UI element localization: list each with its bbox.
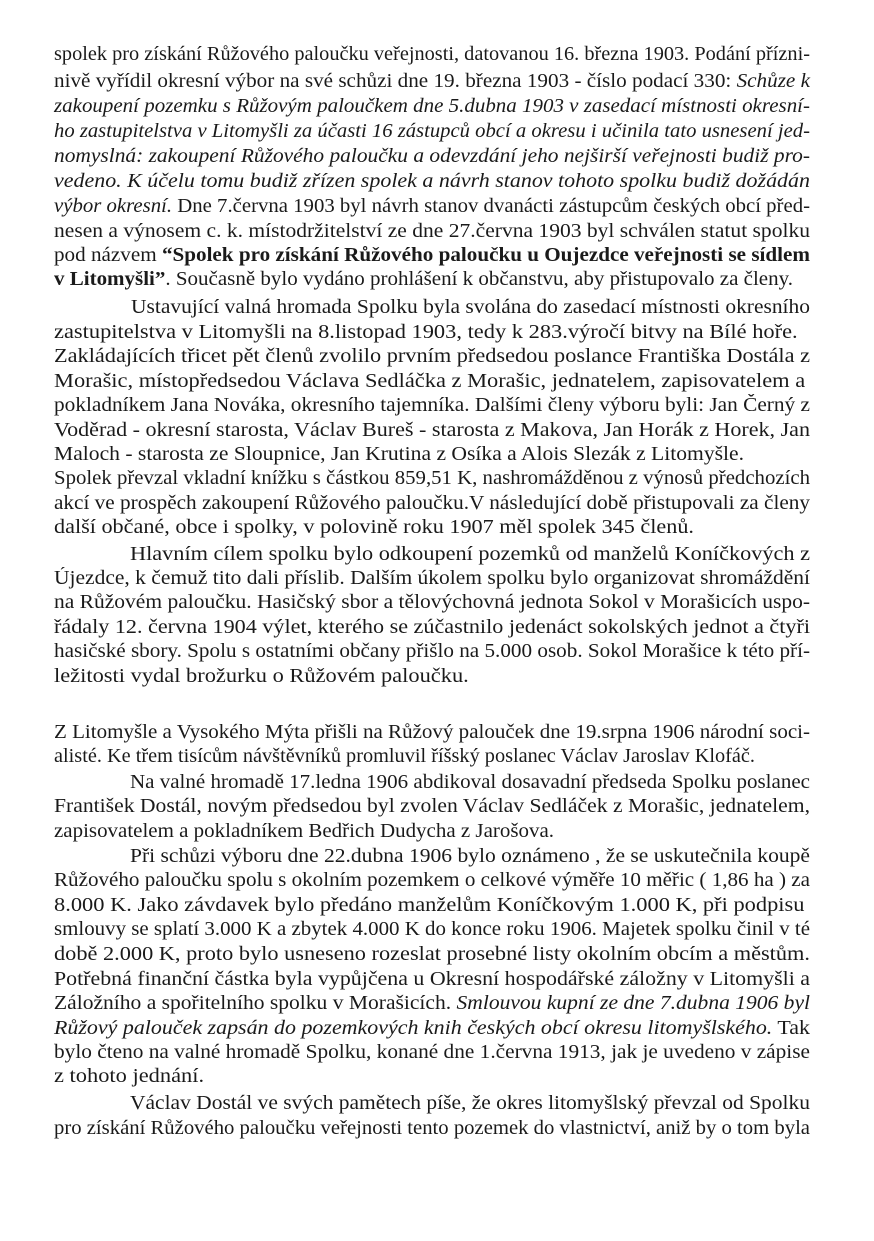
- text-line: [54, 96, 810, 118]
- text-line: [54, 919, 810, 941]
- text-line: [54, 666, 469, 688]
- text-line: [54, 444, 744, 466]
- text-line: [54, 870, 810, 892]
- text-line: [54, 221, 810, 243]
- text-segment: zapisovatelem a pokladníkem Bedřich Dudycha z Jarošova.: [54, 821, 554, 842]
- text-line: [54, 796, 810, 818]
- text-segment: hasičské sbory. Spolu s ostatními občany přišlo na 5.000 osob. Sokol Morašice k této pří-: [54, 641, 810, 662]
- text-line: [54, 121, 810, 143]
- text-line: [54, 746, 755, 768]
- text-line: [54, 821, 554, 843]
- text-segment: Potřebná finanční částka byla vypůjčena u Okresní hospodářské záložny v Litomyšli a: [54, 969, 810, 990]
- text-line: [54, 146, 810, 168]
- text-segment: zakoupení pozemku s Růžovým paloučkem dne 5.dubna 1903 v zasedací místnosti okresní-: [54, 96, 810, 117]
- text-segment: nesen a výnosem c. k. místodržitelství ze dne 27.června 1903 byl schválen statut spolku: [54, 221, 810, 242]
- text-line: [54, 592, 810, 614]
- text-segment: “Spolek pro získání Růžového paloučku u Oujezdce veřejnosti se sídlem: [161, 245, 810, 266]
- text-segment: Ustavující valná hromada Spolku byla svolána do zasedací místnosti okresního: [131, 297, 810, 318]
- text-segment: pokladníkem Jana Nováka, okresního tajemníka. Dalšími členy výboru byli: Jan Černý z: [54, 395, 810, 416]
- text-segment: Zakládajících třicet pět členů zvolilo prvním předsedou poslance Františka Dostála z: [54, 346, 811, 367]
- text-line: [54, 71, 810, 93]
- text-line: [54, 993, 810, 1015]
- text-line: [54, 269, 793, 291]
- text-segment: z tohoto jednání.: [54, 1066, 205, 1087]
- text-line: [54, 196, 810, 218]
- text-segment: Při schůzi výboru dne 22.dubna 1906 bylo oznámeno , že se uskutečnila koupě: [130, 846, 810, 867]
- text-segment: Záložního a spořitelního spolku v Morašicích.: [54, 993, 457, 1014]
- text-line: [130, 846, 810, 868]
- text-segment: řádaly 12. června 1904 výlet, kterého se zúčastnilo jedenáct sokolských jednot a čtyři: [54, 617, 810, 638]
- text-line: [54, 468, 810, 490]
- text-segment: vedeno. K účelu tomu budiž zřízen spolek a návrh stanov tohoto spolku budiž dožádán: [54, 171, 810, 192]
- text-line: [54, 1018, 810, 1040]
- text-segment: době 2.000 K, proto bylo usneseno rozeslat prosebné listy okolním obcím a městům.: [54, 944, 810, 965]
- text-segment: Václav Dostál ve svých pamětech píše, že okres litomyšlský převzal od Spolku: [130, 1093, 810, 1114]
- text-segment: nomyslná: zakoupení Růžového paloučku a odevzdání jeho nejširší veřejnosti budiž pro-: [54, 146, 810, 167]
- text-segment: Voděrad - okresní starosta, Václav Bureš - starosta z Makova, Jan Horák z Horek, Jan: [54, 420, 810, 441]
- text-line: [54, 722, 810, 744]
- text-segment: Maloch - starosta ze Sloupnice, Jan Krutina z Osíka a Alois Slezák z Litomyšle.: [54, 444, 744, 465]
- text-line: [54, 617, 810, 639]
- text-line: [54, 346, 810, 368]
- text-line: [54, 493, 810, 515]
- text-segment: bylo čteno na valné hromadě Spolku, konané dne 1.června 1913, jak je uvedeno v zápise: [54, 1042, 811, 1063]
- text-line: [54, 944, 810, 966]
- text-segment: zastupitelstva v Litomyšli na 8.listopad 1903, tedy k 283.výročí bitvy na Bílé hoře.: [54, 322, 798, 343]
- text-segment: pro získání Růžového paloučku veřejnosti tento pozemek do vlastnictví, aniž by o tom byla: [54, 1118, 810, 1139]
- text-segment: Z Litomyšle a Vysokého Mýta přišli na Růžový palouček dne 19.srpna 1906 národní soci-: [54, 722, 810, 743]
- text-segment: Růžového paloučku spolu s okolním pozemkem o celkové výměře 10 měřic ( 1,86 ha ) za: [54, 870, 810, 891]
- text-segment: Újezdce, k čemuž tito dali příslib. Dalším úkolem spolku bylo organizovat shromáždění: [54, 568, 810, 589]
- text-segment: další občané, obce i spolky, v polovině roku 1907 měl spolek 345 členů.: [54, 517, 694, 538]
- text-segment: akcí ve prospěch zakoupení Růžového paloučku.V následující době přistupovali za členy: [54, 493, 810, 514]
- text-segment: Spolek převzal vkladní knížku s částkou 859,51 K, nashromážděnou z výnosů předchozích: [54, 468, 810, 489]
- text-segment: pod názvem: [54, 245, 162, 266]
- text-segment: Tak: [772, 1018, 810, 1039]
- text-segment: nivě vyřídil okresní výbor na své schůzi dne 19. března 1903 - číslo podací 330:: [54, 71, 737, 92]
- text-line: [130, 1093, 810, 1115]
- text-segment: výbor okresní.: [54, 196, 173, 217]
- text-line: [54, 895, 804, 917]
- text-line: [54, 245, 810, 267]
- text-line: [54, 44, 810, 66]
- text-line: [54, 371, 805, 393]
- text-segment: ho zastupitelstva v Litomyšli za účasti 16 zástupců obcí a okresu i učinila tato usnesení jed-: [54, 121, 810, 142]
- text-segment: v Litomyšli”: [54, 269, 166, 290]
- text-segment: Smlouvou kupní ze dne 7.dubna 1906 byl: [456, 993, 810, 1014]
- text-line: [54, 1118, 810, 1140]
- text-segment: Schůze k: [736, 71, 810, 92]
- text-segment: spolek pro získání Růžového paloučku veřejnosti, datovanou 16. března 1903. Podání přízni-: [54, 44, 810, 65]
- text-line: [54, 322, 798, 344]
- text-segment: Dne 7.června 1903 byl návrh stanov dvanácti zástupcům českých obcí před-: [172, 196, 810, 217]
- text-line: [54, 1066, 204, 1088]
- text-line: [54, 969, 810, 991]
- text-line: [54, 641, 810, 663]
- text-segment: Na valné hromadě 17.ledna 1906 abdikoval dosavadní předseda Spolku poslanec: [130, 772, 810, 793]
- text-segment: 8.000 K. Jako závdavek bylo předáno manželům Koníčkovým 1.000 K, při podpisu: [54, 895, 805, 916]
- text-line: [54, 1042, 810, 1064]
- text-segment: alisté. Ke třem tisícům návštěvníků promluvil říšský poslanec Václav Jaroslav Klofáč.: [54, 746, 755, 767]
- text-line: [131, 297, 810, 319]
- text-segment: . Současně bylo vydáno prohlášení k občanstvu, aby přistupovalo za členy.: [165, 269, 793, 290]
- text-segment: Morašic, místopředsedou Václava Sedláčka z Morašic, jednatelem, zapisovatelem a: [54, 371, 806, 392]
- text-line: [54, 568, 810, 590]
- text-segment: ležitosti vydal brožurku o Růžovém paloučku.: [54, 666, 469, 687]
- text-segment: na Růžovém paloučku. Hasičský sbor a tělovýchovná jednota Sokol v Morašicích uspo-: [54, 592, 810, 613]
- text-segment: Hlavním cílem spolku bylo odkoupení pozemků od manželů Koníčkových z: [130, 544, 810, 565]
- text-segment: smlouvy se splatí 3.000 K a zbytek 4.000 K do konce roku 1906. Majetek spolku činil v té: [54, 919, 810, 940]
- text-line: [130, 772, 810, 794]
- text-line: [54, 517, 694, 539]
- text-line: [130, 544, 810, 566]
- text-segment: František Dostál, novým předsedou byl zvolen Václav Sedláček z Morašic, jednatelem,: [54, 796, 810, 817]
- text-line: [54, 395, 810, 417]
- text-segment: Růžový palouček zapsán do pozemkových knih českých obcí okresu litomyšlského.: [54, 1018, 773, 1039]
- text-line: [54, 171, 810, 193]
- text-line: [54, 420, 810, 442]
